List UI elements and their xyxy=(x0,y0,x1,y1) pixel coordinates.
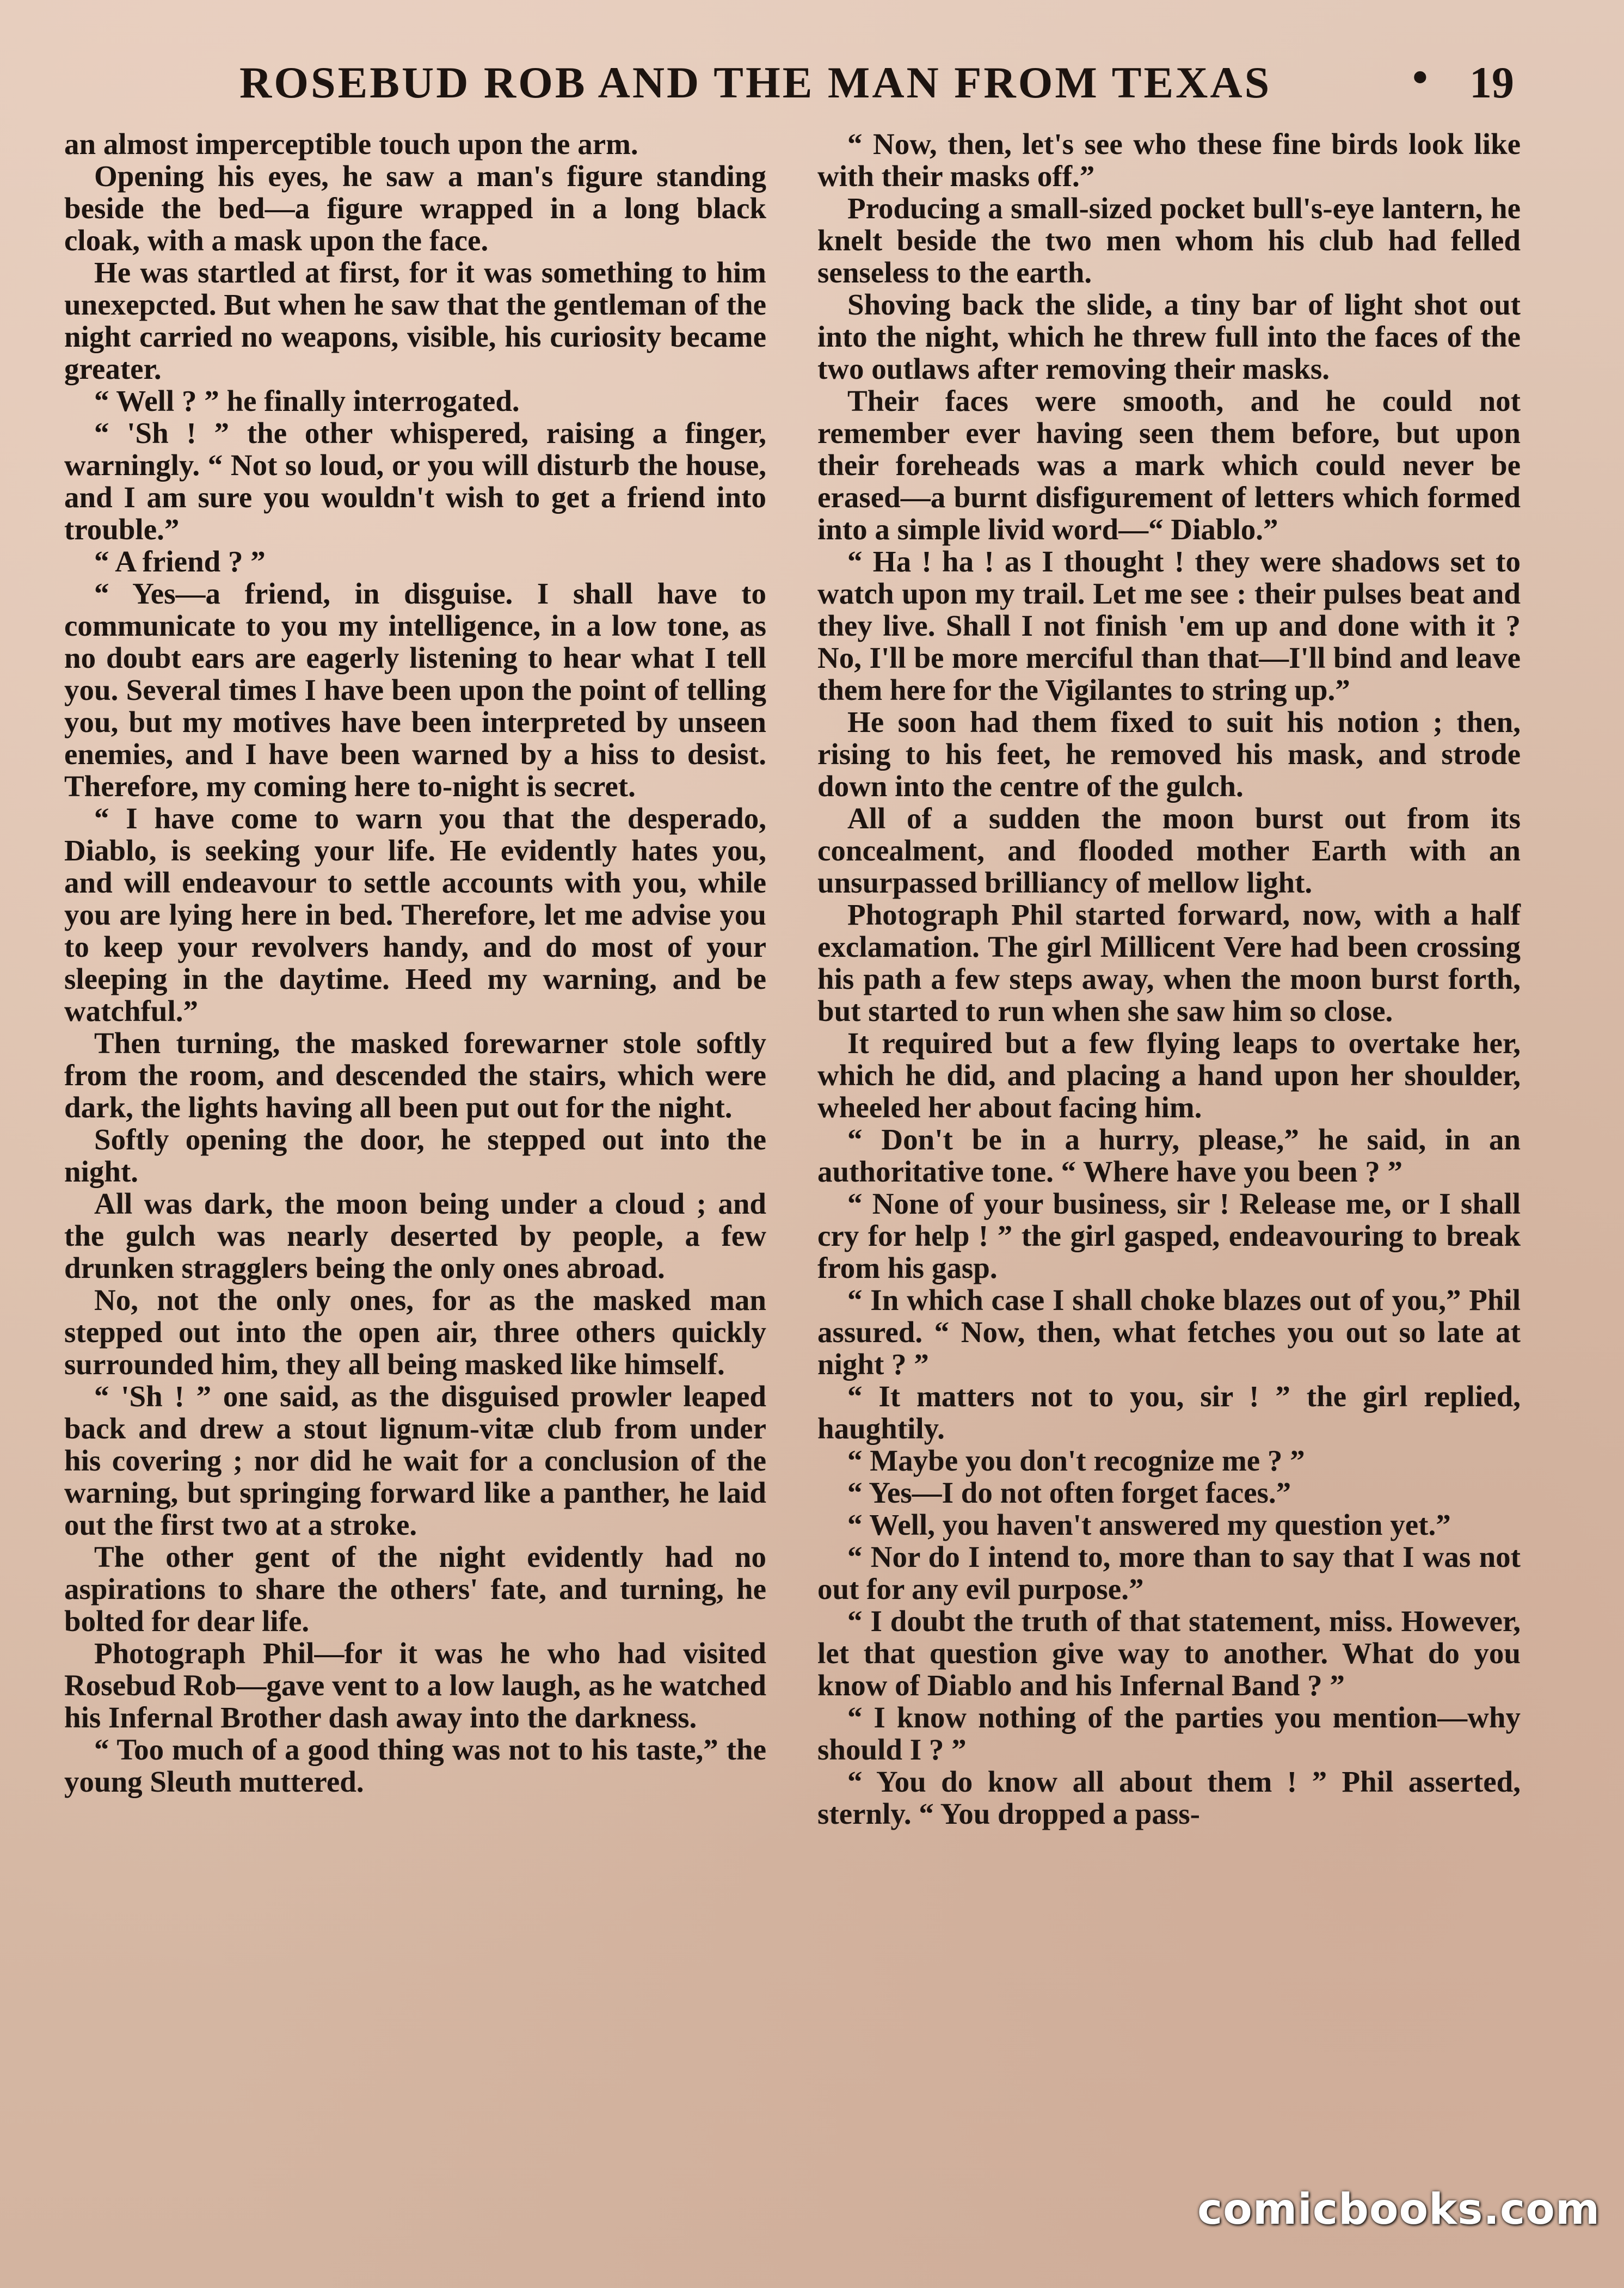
paragraph: “ Well, you haven't answered my question yet.” xyxy=(847,1508,1451,1541)
right-column xyxy=(817,128,1521,1830)
paragraph: He soon had them fixed to suit his notion ; then, rising to his feet, he removed his mask, and strode down into the centre of the gulch. xyxy=(817,705,1521,803)
running-title: ROSEBUD ROB AND THE MAN FROM TEXAS xyxy=(239,58,1272,107)
watermark: comicbooks.com xyxy=(1197,2185,1601,2234)
paragraph: Their faces were smooth, and he could not remember ever having seen them before, but upon their foreheads was a mark which could never be erased—a burnt disfigurement of letters which formed into a simple livid word—“ Diablo.” xyxy=(817,384,1521,546)
paragraph: Photograph Phil started forward, now, with a half exclamation. The girl Millicent Vere had been crossing his path a few steps away, when the moon burst forth, but started to run when she saw him so close. xyxy=(817,898,1521,1028)
left-column xyxy=(64,128,766,1798)
paragraph: “ Yes—I do not often forget faces.” xyxy=(847,1476,1291,1509)
paragraph: No, not the only ones, for as the masked man stepped out into the open air, three others quickly surrounded him, they all being masked like himself. xyxy=(64,1283,766,1381)
paragraph: “ 'Sh ! ” one said, as the disguised prowler leaped back and drew a stout lignum-vitæ club from under his covering ; nor did he wait for a conclusion of the warning, but springing forward like a panther, he laid out the first two at a stroke. xyxy=(64,1380,766,1541)
paragraph: “ I know nothing of the parties you mention—why should I ? ” xyxy=(817,1701,1521,1766)
paragraph: “ Too much of a good thing was not to his taste,” the young Sleuth muttered. xyxy=(64,1733,766,1798)
paragraph: Producing a small-sized pocket bull's-eye lantern, he knelt beside the two men whom his club had felled senseless to the earth. xyxy=(817,192,1521,289)
paragraph: All of a sudden the moon burst out from its concealment, and flooded mother Earth with an unsurpassed brilliancy of mellow light. xyxy=(817,802,1521,899)
paragraph: He was startled at first, for it was something to him unexepcted. But when he saw that the gentleman of the night carried no weapons, visible, his curiosity became greater. xyxy=(64,256,766,385)
paragraph: “ A friend ? ” xyxy=(94,545,266,578)
paragraph: “ Well ? ” he finally interrogated. xyxy=(94,384,520,417)
paragraph: Shoving back the slide, a tiny bar of light shot out into the night, which he threw full into the faces of the two outlaws after removing their masks. xyxy=(817,288,1521,385)
paragraph: “ It matters not to you, sir ! ” the girl replied, haughtily. xyxy=(817,1380,1521,1445)
paragraph: “ Nor do I intend to, more than to say that I was not out for any evil purpose.” xyxy=(817,1540,1521,1606)
paragraph: “ Ha ! ha ! as I thought ! they were shadows set to watch upon my trail. Let me see : their pulses beat and they live. Shall I not finish 'em up and done with it ? No, I'll be more merciful than that—I'll bind and leave them here for the Vigilantes to string up.” xyxy=(817,545,1521,706)
paragraph: “ Don't be in a hurry, please,” he said, in an authoritative tone. “ Where have you been ? ” xyxy=(817,1123,1521,1188)
paragraph: Softly opening the door, he stepped out into the night. xyxy=(64,1123,766,1188)
paragraph: “ None of your business, sir ! Release me, or I shall cry for help ! ” the girl gasped, endeavouring to break from his gasp. xyxy=(817,1187,1521,1284)
paragraph: “ You do know all about them ! ” Phil asserted, sternly. “ You dropped a pass- xyxy=(817,1765,1521,1830)
paragraph: It required but a few flying leaps to overtake her, which he did, and placing a hand upon her shoulder, wheeled her about facing him. xyxy=(817,1026,1521,1124)
paragraph: “ Maybe you don't recognize me ? ” xyxy=(847,1444,1305,1477)
paragraph: “ I have come to warn you that the desperado, Diablo, is seeking your life. He evidently hates you, and will endeavour to settle accounts with you, while you are lying here in bed. Therefore, let me advise you to keep your revolvers handy, and do most of your sleeping in the daytime. Heed my warning, and be watchful.” xyxy=(64,802,766,1028)
page-number: 19 xyxy=(1469,58,1514,107)
paragraph: “ Yes—a friend, in disguise. I shall have to communicate to you my intelligence, in a low tone, as no doubt ears are eagerly listening to hear what I tell you. Several times I have been upon the point of telling you, but my motives have been interpreted by unseen enemies, and I have been warned by a hiss to desist. Therefore, my coming here to-night is secret. xyxy=(64,577,766,803)
paragraph: an almost imperceptible touch upon the arm. xyxy=(64,127,638,161)
paragraph: “ In which case I shall choke blazes out of you,” Phil assured. “ Now, then, what fetches you out so late at night ? ” xyxy=(817,1283,1521,1381)
paragraph: “ Now, then, let's see who these fine birds look like with their masks off.” xyxy=(817,127,1521,193)
paragraph: Photograph Phil—for it was he who had visited Rosebud Rob—gave vent to a low laugh, as he watched his Infernal Brother dash away into the darkness. xyxy=(64,1637,766,1734)
paragraph: All was dark, the moon being under a cloud ; and the gulch was nearly deserted by people, a few drunken stragglers being the only ones abroad. xyxy=(64,1187,766,1284)
paragraph: “ 'Sh ! ” the other whispered, raising a finger, warningly. “ Not so loud, or you will disturb the house, and I am sure you wouldn't wish to get a friend into trouble.” xyxy=(64,416,766,546)
paragraph: Then turning, the masked forewarner stole softly from the room, and descended the stairs, which were dark, the lights having all been put out for the night. xyxy=(64,1026,766,1124)
paragraph: Opening his eyes, he saw a man's figure standing beside the bed—a figure wrapped in a long black cloak, with a mask upon the face. xyxy=(64,159,766,257)
paragraph: “ I doubt the truth of that statement, miss. However, let that question give way to another. What do you know of Diablo and his Infernal Band ? ” xyxy=(817,1604,1521,1702)
header-bullet-mark: • xyxy=(1412,52,1428,102)
paragraph: The other gent of the night evidently had no aspirations to share the others' fate, and turning, he bolted for dear life. xyxy=(64,1540,766,1638)
running-header xyxy=(0,52,1624,122)
